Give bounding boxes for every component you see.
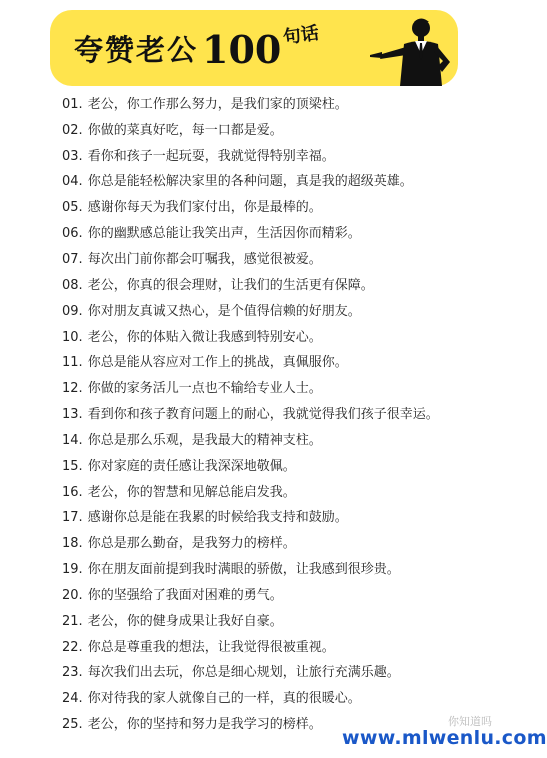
item-number: 18.: [62, 536, 83, 552]
item-text: 老公，你的智慧和见解总能启发我。: [87, 484, 296, 500]
list-item: [62, 480, 492, 506]
item-number: 16.: [62, 484, 83, 500]
item-number: 13.: [62, 407, 83, 423]
list-item: [62, 92, 492, 118]
list-item: [62, 195, 492, 221]
item-number: 15.: [62, 458, 83, 474]
item-number: 20.: [62, 587, 83, 603]
item-number: 21.: [62, 613, 83, 629]
banner-title-number: 100: [202, 27, 282, 72]
quote-list: [62, 92, 492, 738]
item-number: 03.: [62, 148, 83, 164]
item-number: 25.: [62, 717, 83, 733]
watermark-site: www.mlwenlu.com: [342, 727, 547, 749]
item-text: 你总是那么乐观，是我最大的精神支柱。: [87, 432, 322, 448]
list-item: [62, 144, 492, 170]
list-item: [62, 661, 492, 687]
item-text: 你总是那么勤奋，是我努力的榜样。: [87, 536, 296, 552]
list-item: [62, 221, 492, 247]
list-item: [62, 531, 492, 557]
item-text: 你总是能轻松解决家里的各种问题，真是我的超级英雄。: [87, 174, 413, 190]
item-text: 你的坚强给了我面对困难的勇气。: [87, 587, 283, 603]
item-number: 23.: [62, 665, 83, 681]
item-text: 你对家庭的责任感让我深深地敬佩。: [87, 458, 296, 474]
list-item: [62, 273, 492, 299]
item-number: 14.: [62, 432, 83, 448]
item-text: 你对待我的家人就像自己的一样，真的很暖心。: [87, 691, 361, 707]
item-number: 19.: [62, 562, 83, 578]
item-text: 老公，你的体贴入微让我感到特别安心。: [87, 329, 322, 345]
item-text: 你对朋友真诚又热心，是个值得信赖的好朋友。: [87, 303, 361, 319]
item-number: 17.: [62, 510, 83, 526]
item-number: 24.: [62, 691, 83, 707]
list-item: [62, 402, 492, 428]
list-item: [62, 118, 492, 144]
item-number: 12.: [62, 381, 83, 397]
item-text: 感谢你总是能在我累的时候给我支持和鼓励。: [87, 510, 348, 526]
item-number: 02.: [62, 122, 83, 138]
list-item: [62, 686, 492, 712]
item-number: 01.: [62, 96, 83, 112]
list-item: [62, 635, 492, 661]
item-text: 老公，你真的很会理财，让我们的生活更有保障。: [87, 277, 374, 293]
list-item: [62, 350, 492, 376]
item-text: 你总是尊重我的想法，让我觉得很被重视。: [87, 639, 335, 655]
item-text: 老公，你工作那么努力，是我们家的顶梁柱。: [87, 96, 348, 112]
list-item: [62, 454, 492, 480]
title-banner: [50, 10, 458, 86]
item-number: 11.: [62, 355, 83, 371]
watermark: [342, 715, 547, 749]
item-text: 你在朋友面前提到我时满眼的骄傲，让我感到很珍贵。: [87, 562, 400, 578]
list-item: [62, 609, 492, 635]
item-text: 你总是能从容应对工作上的挑战，真佩服你。: [87, 355, 348, 371]
man-in-suit-pointing-icon: [366, 14, 456, 86]
list-item: [62, 506, 492, 532]
item-number: 09.: [62, 303, 83, 319]
list-item: [62, 247, 492, 273]
item-number: 04.: [62, 174, 83, 190]
item-number: 07.: [62, 251, 83, 267]
banner-title-suffix: 句话: [281, 22, 321, 49]
item-text: 你做的家务活儿一点也不输给专业人士。: [87, 381, 322, 397]
item-text: 看你和孩子一起玩耍，我就觉得特别幸福。: [87, 148, 335, 164]
item-number: 22.: [62, 639, 83, 655]
item-text: 老公，你的坚持和努力是我学习的榜样。: [87, 717, 322, 733]
list-item: [62, 428, 492, 454]
banner-title-text: 夸赞老公: [74, 33, 199, 67]
item-number: 10.: [62, 329, 83, 345]
list-item: [62, 325, 492, 351]
list-item: [62, 557, 492, 583]
watermark-caption: 你知道吗: [448, 715, 492, 728]
item-text: 感谢你每天为我们家付出，你是最棒的。: [87, 200, 322, 216]
item-text: 老公，你的健身成果让我好自豪。: [87, 613, 283, 629]
list-item: [62, 376, 492, 402]
item-text: 每次出门前你都会叮嘱我，感觉很被爱。: [87, 251, 322, 267]
item-text: 每次我们出去玩，你总是细心规划，让旅行充满乐趣。: [87, 665, 400, 681]
item-number: 06.: [62, 226, 83, 242]
banner-title: [74, 22, 321, 72]
item-text: 你的幽默感总能让我笑出声，生活因你而精彩。: [87, 226, 361, 242]
item-text: 你做的菜真好吃，每一口都是爱。: [87, 122, 283, 138]
item-text: 看到你和孩子教育问题上的耐心，我就觉得我们孩子很幸运。: [87, 407, 439, 423]
list-item: [62, 170, 492, 196]
list-item: [62, 583, 492, 609]
item-number: 08.: [62, 277, 83, 293]
list-item: [62, 299, 492, 325]
item-number: 05.: [62, 200, 83, 216]
